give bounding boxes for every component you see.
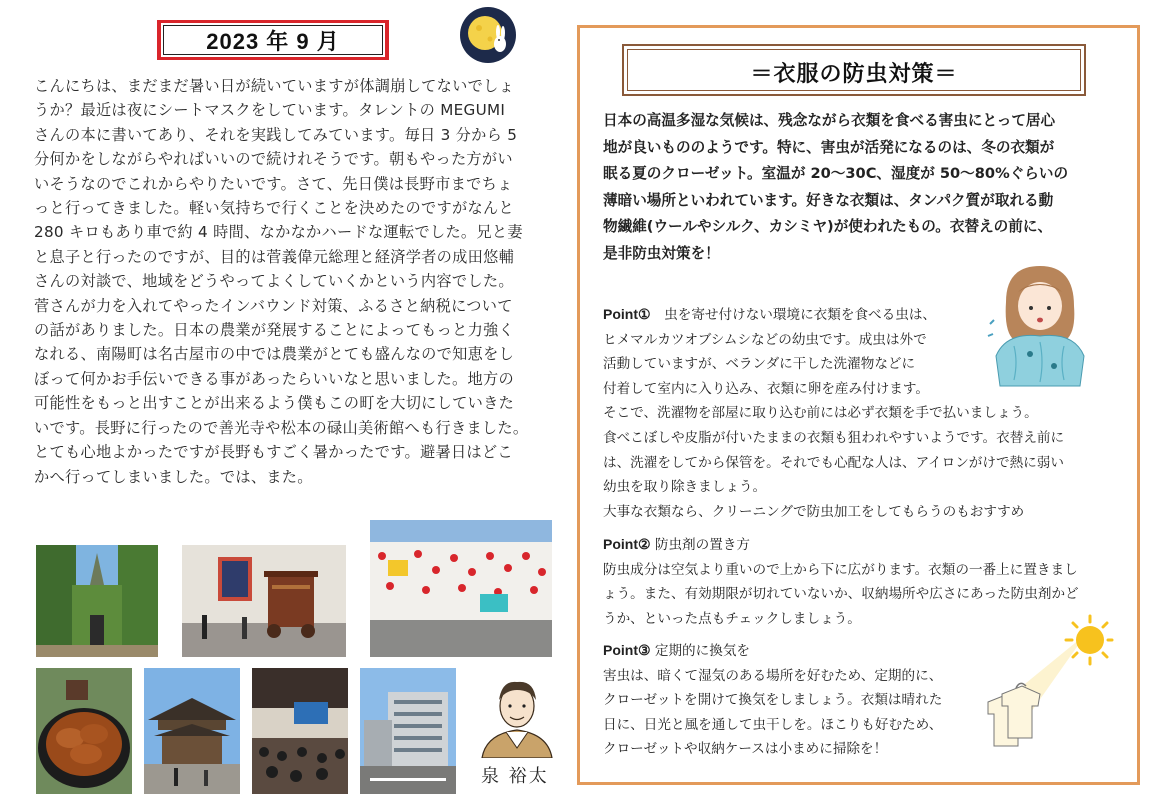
essay-line: と息子と行ったのですが、目的は菅義偉元総理と経済学者の成田悠輔 <box>34 247 515 266</box>
polka-dot-building-photo <box>370 520 552 657</box>
article-title-box <box>622 44 1086 96</box>
ivy-covered-church-photo <box>36 545 158 657</box>
point-1-title: 虫を寄せ付けない環境に衣類を食べる虫は、 <box>650 307 937 323</box>
point-2-heading <box>603 532 1123 558</box>
museum-gallery-photo <box>182 545 346 657</box>
point-1-label: Point① <box>603 306 651 322</box>
point-1-line: 幼虫を取り除きましょう。 <box>603 479 767 496</box>
girl-with-sweater-illustration-icon <box>984 262 1094 390</box>
point-2-line: うか、といった点もチェックしましょう。 <box>603 610 861 627</box>
sun-and-drying-clothes-illustration-icon <box>968 610 1114 756</box>
modern-building-photo <box>360 668 456 794</box>
point-3-line: クローゼットを開けて換気をしましょう。衣類は晴れた <box>603 692 943 709</box>
point-1-line: 付着して室内に入り込み、衣類に卵を産み付けます。 <box>603 380 929 397</box>
essay-line: うか？最近は夜にシートマスクをしています。タレントの MEGUMI <box>34 101 506 120</box>
essay-line: なれる、南陽町は名古屋市の中では農業がとても盛んなので知恵をし <box>34 345 515 364</box>
intro-line: 眠る夏のクローゼット。室温が 20～30C、湿度が 50～80%ぐらいの <box>603 165 1069 183</box>
date-banner <box>157 20 389 60</box>
essay-body <box>34 74 560 489</box>
essay-line: 菅さんが力を入れてやったインバウンド対策、ふるさと納税について <box>34 296 513 315</box>
author-name: 泉 裕太 <box>481 766 549 787</box>
point-1-line: そこで、洗濯物を部屋に取り込む前には必ず衣類を手で払いましょう。 <box>603 405 1038 422</box>
essay-line: こんにちは、まだまだ暑い日が続いていますが体調崩してないでしょ <box>34 77 515 95</box>
lecture-hall-photo <box>252 668 348 794</box>
zenkoji-temple-photo <box>144 668 240 794</box>
essay-line: の話がありました。日本の農業が発展することによってもっと力強く <box>34 321 515 340</box>
man-portrait-illustration-icon <box>476 672 558 758</box>
point-1-line: 食べこぼしや皮脂が付いたままの衣類も狙われやすいようです。衣替え前に <box>603 429 1065 446</box>
moon-rabbit-logo-icon <box>459 6 517 64</box>
essay-line: さんの本に書いてあり、それを実践してみています。毎日 3 分から 5 <box>34 125 518 144</box>
point-3-title: 定期的に換気を <box>650 643 751 659</box>
essay-line: いそうなのでこれからやりたいです。さて、先日僕は長野市までちょ <box>34 174 513 193</box>
essay-line: 280 キロもあり車で約 4 時間、なかなかハードな運転でした。兄と妻 <box>34 223 523 242</box>
point-2-title: 防虫剤の置き方 <box>650 537 751 553</box>
point-1-line: は、洗濯をしてから保管を。それでも心配な人は、アイロンがけで熱に弱い <box>603 454 1064 471</box>
intro-line: 物繊維(ウールやシルク、カシミヤ)が使われたもの。衣替えの前に、 <box>603 218 1053 236</box>
essay-line: かへ行ってしまいました。では、また。 <box>34 467 313 486</box>
pork-cutlet-bowl-photo <box>36 668 132 794</box>
point-1-line: ヒメマルカツオブシムシなどの幼虫です。成虫は外で <box>603 331 927 348</box>
intro-line: 日本の高温多湿な気候は、残念ながら衣類を食べる害虫にとって居心 <box>603 112 1056 129</box>
essay-line: っと行ってきました。軽い気持ちで行くことを決めたのですがなんと <box>34 199 514 218</box>
essay-line: 分何かをしながらやればいいので続けれそうです。朝もやった方がい <box>34 150 513 169</box>
intro-line: 地が良いもののようです。特に、害虫が活発になるのは、冬の衣類が <box>603 138 1055 156</box>
intro-line: 是非防虫対策を！ <box>603 244 720 262</box>
point-3-label: Point③ <box>603 642 651 658</box>
point-1-line: 活動していますが、ベランダに干した洗濯物などに <box>603 356 916 373</box>
point-2-line: 防虫成分は空気より重いので上から下に広がります。衣類の一番上に置きまし <box>603 561 1078 578</box>
essay-line: ぼって何かお手伝いできる事があったらいいなと思いました。地方の <box>34 369 514 388</box>
point-3-line: クローゼットや収納ケースは小まめに掃除を！ <box>603 741 888 758</box>
essay-line: いです。長野に行ったので善光寺や松本の碌山美術館へも行きました。 <box>34 418 529 437</box>
essay-line: とても心地よかったですが長野もすごく暑かったです。避暑日はどこ <box>34 443 513 462</box>
point-3-line: 日に、日光と風を通して虫干しを。ほこりも好むため、 <box>603 716 943 733</box>
essay-line: 可能性をもっと出すことが出来るよう僕もこの町を大切にしていきた <box>34 394 515 413</box>
essay-line: さんの対談で、地域をどうやってよくしていくかという内容でした。 <box>34 272 514 291</box>
point-2-line: ょう。また、有効期限が切れていないか、収納場所や広さにあった防虫剤かど <box>603 586 1079 603</box>
point-1-line: 大事な衣類なら、クリーニングで防虫加工をしてもらうのもおすすめ <box>603 503 1025 520</box>
point-3-line: 害虫は、暗くて湿気のある場所を好むため、定期的に、 <box>603 667 943 684</box>
article-intro <box>603 108 1123 268</box>
point-2-label: Point② <box>603 536 651 552</box>
issue-date: 2023 年 9 月 <box>206 28 340 54</box>
intro-line: 薄暗い場所といわれています。好きな衣類は、タンパク質が取れる動 <box>603 191 1054 209</box>
article-title: ＝衣服の防虫対策＝ <box>750 62 958 87</box>
